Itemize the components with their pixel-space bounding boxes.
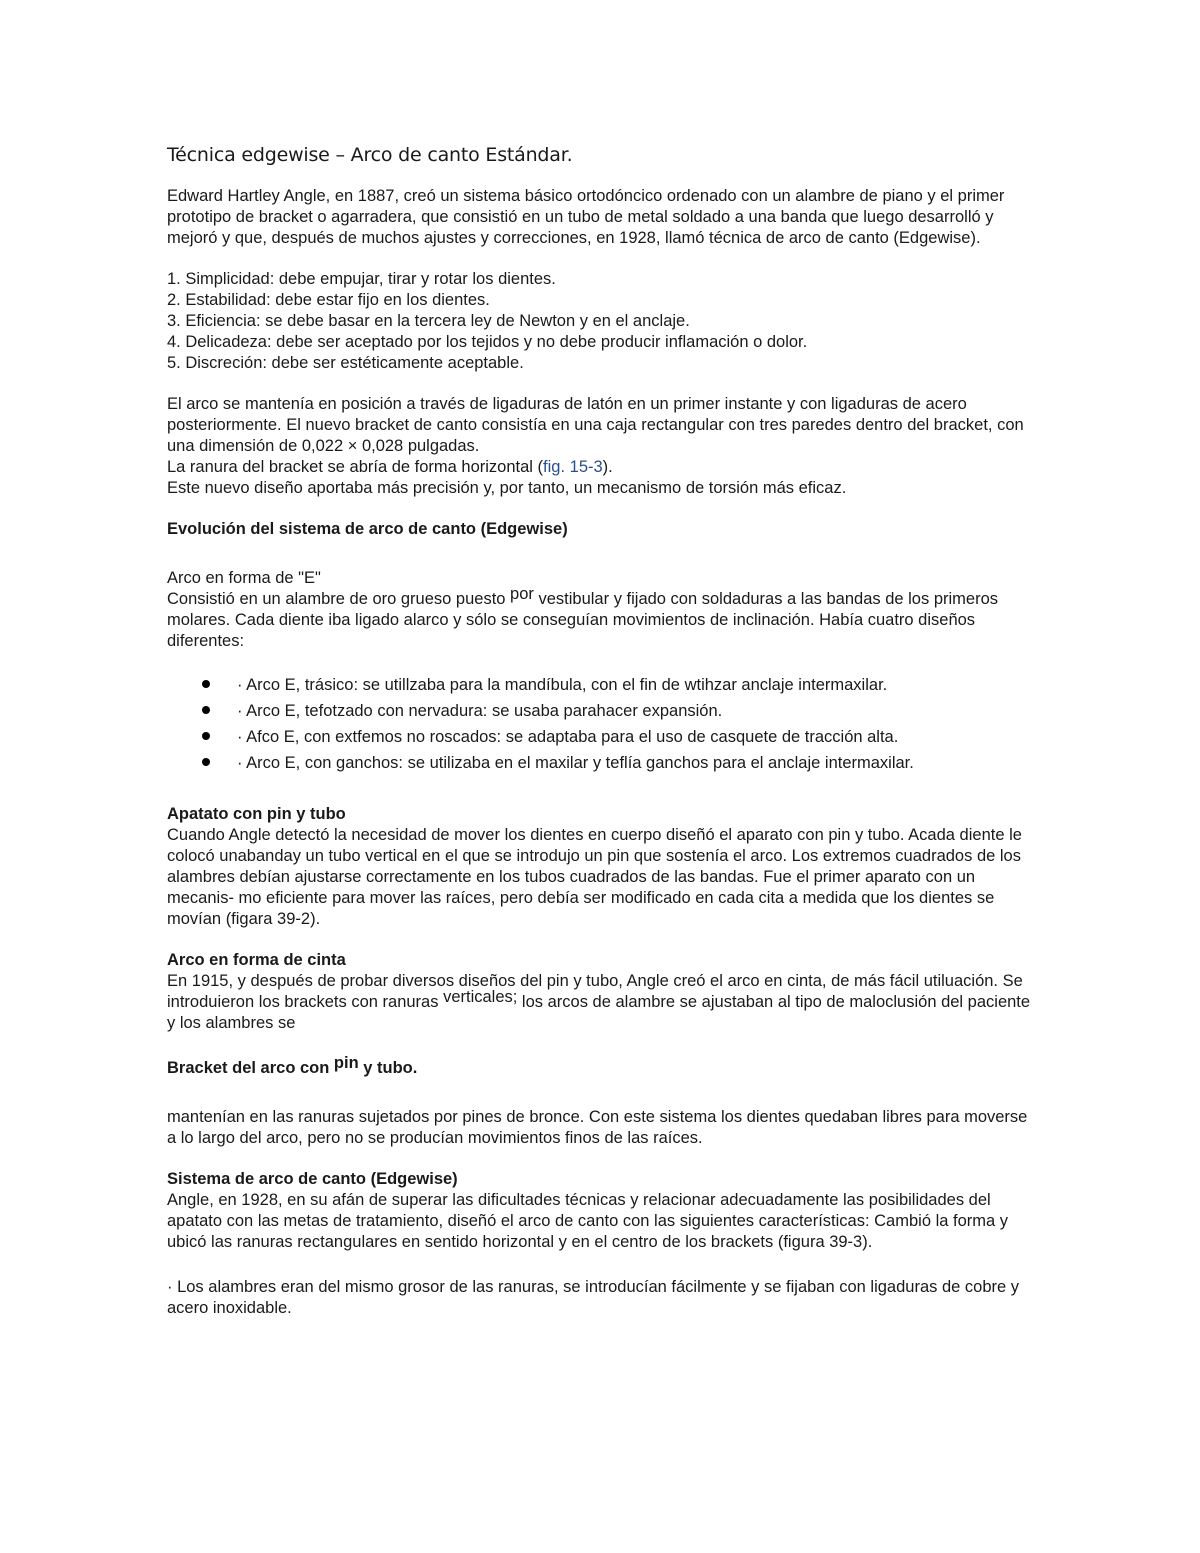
document-title: Técnica edgewise – Arco de canto Estándar. bbox=[167, 144, 573, 166]
ranura-text: La ranura del bracket se abría de forma horizontal ( bbox=[167, 458, 544, 476]
list-item bbox=[167, 750, 1037, 776]
figure-reference-link[interactable]: fig. 15-3 bbox=[543, 458, 603, 476]
arco-e-subheading: Arco en forma de "E" bbox=[167, 569, 321, 587]
sistema-note: · Los alambres eran del mismo grosor de las ranuras, se introducían fácilmente y se fijaban con ligaduras de cobre y acero inoxidable. bbox=[167, 1278, 1020, 1317]
principle-item: 4. Delicadeza: debe ser aceptado por los tejidos y no debe producir inflamación o dolor. bbox=[167, 333, 808, 351]
principle-item: 5. Discreción: debe ser estéticamente aceptable. bbox=[167, 354, 524, 372]
bullet-icon bbox=[202, 706, 210, 714]
pin-tubo-paragraph: Cuando Angle detectó la necesidad de mover los dientes en cuerpo diseñó el aparato con pin y tubo. Acada diente le colocó unabanday un tubo vertical en el que se introdujo un pin que sostenía el arco. Los extremos cuadrados de los alambres debían ajustarse correctamente en los tubos cuadrados de las bandas. Fue el primer aparato con un mecanis- mo eficiente para mover las raíces, pero debía ser modificado en cada cita a medida que los dientes se movían (figara 39-2). bbox=[167, 826, 1022, 928]
pin-tubo-heading: Apatato con pin y tubo bbox=[167, 805, 346, 823]
principle-item: 1. Simplicidad: debe empujar, tirar y rotar los dientes. bbox=[167, 270, 556, 288]
sistema-heading: Sistema de arco de canto (Edgewise) bbox=[167, 1170, 458, 1188]
arco-e-paragraph bbox=[167, 585, 1037, 652]
list-item bbox=[167, 698, 1037, 724]
principle-item: 2. Estabilidad: debe estar fijo en los dientes. bbox=[167, 291, 490, 309]
ligaduras-paragraph: El arco se mantenía en posición a través de ligaduras de latón en un primer instante y con ligaduras de acero posteriormente. El nuevo bracket de canto consistía en una caja rectangular con tres paredes dentro del bracket, con una dimensión de 0,022 × 0,028 pulgadas. bbox=[167, 395, 1024, 455]
principle-item: 3. Eficiencia: se debe basar en la tercera ley de Newton y en el anclaje. bbox=[167, 312, 690, 330]
bullet-icon bbox=[202, 732, 210, 740]
evolucion-heading: Evolución del sistema de arco de canto (Edgewise) bbox=[167, 520, 568, 538]
cinta-text: En 1915, y después de probar diversos diseños del pin y tubo, Angle creó el arco en cinta, de más fácil utiluación. Se introduieron los brackets con ranuras bbox=[167, 972, 1023, 1011]
cinta-raised-word: verticales; bbox=[443, 988, 518, 1006]
bracket-heading-text-end: y tubo. bbox=[358, 1059, 418, 1077]
arco-e-text-end: vestibular y fijado con soldaduras a las bandas de los primeros molares. Cada diente iba ligado alarco y sólo se conseguían movimientos de inclinación. Había cuatro diseños diferentes: bbox=[167, 590, 998, 650]
ligaduras-block bbox=[167, 394, 1037, 499]
bullet-icon bbox=[202, 758, 210, 766]
bracket-paragraph: mantenían en las ranuras sujetados por pines de bronce. Con este sistema los dientes quedaban libres para moverse a lo largo del arco, pero no se producían movimientos finos de las raíces. bbox=[167, 1108, 1028, 1147]
bullet-icon bbox=[202, 680, 210, 688]
bullet-text: · Arco E, trásico: se utillzaba para la mandíbula, con el fin de wtihzar anclaje intermaxilar. bbox=[237, 676, 888, 694]
list-item bbox=[167, 724, 1037, 750]
bracket-heading bbox=[167, 1054, 1037, 1079]
bullet-text: · Arco E, con ganchos: se utilizaba en el maxilar y teflía ganchos para el anclaje intermaxilar. bbox=[237, 754, 914, 772]
arco-e-text: Consistió en un alambre de oro grueso puesto bbox=[167, 590, 511, 608]
arco-e-bullet-list bbox=[167, 672, 1037, 776]
sistema-paragraph: Angle, en 1928, en su afán de superar las dificultades técnicas y relacionar adecuadamente las posibilidades del apatato con las metas de tratamiento, diseñó el arco de canto con las siguientes características: Cambió la forma y ubicó las ranuras rectangulares en sentido horizontal y en el centro de los brackets (figura 39-3). bbox=[167, 1191, 1009, 1251]
arco-e-raised-word: por bbox=[510, 585, 534, 603]
diseno-paragraph: Este nuevo diseño aportaba más precisión y, por tanto, un mecanismo de torsión más eficaz. bbox=[167, 479, 847, 497]
cinta-text-end: los arcos de alambre se ajustaban al tipo de maloclusión del paciente y los alambres se bbox=[167, 993, 1031, 1032]
principles-list bbox=[167, 269, 1037, 374]
intro-paragraph: Edward Hartley Angle, en 1887, creó un sistema básico ortodóncico ordenado con un alambre de piano y el primer prototipo de bracket o agarradera, que consistió en un tubo de metal soldado a una banda que luego desarrolló y mejoró y que, después de muchos ajustes y correcciones, en 1928, llamó técnica de arco de canto (Edgewise). bbox=[167, 187, 1005, 247]
ranura-text-end: ). bbox=[602, 458, 613, 476]
ranura-paragraph bbox=[167, 457, 1037, 478]
bullet-text: · Arco E, tefotzado con nervadura: se usaba parahacer expansión. bbox=[237, 702, 723, 720]
cinta-heading: Arco en forma de cinta bbox=[167, 951, 346, 969]
list-item bbox=[167, 672, 1037, 698]
bracket-heading-raised-word: pin bbox=[333, 1054, 359, 1072]
bracket-heading-text: Bracket del arco con bbox=[167, 1059, 334, 1077]
cinta-paragraph bbox=[167, 971, 1037, 1034]
bullet-text: · Afco E, con extfemos no roscados: se adaptaba para el uso de casquete de tracción alta. bbox=[237, 728, 899, 746]
document-content bbox=[167, 144, 1037, 1319]
